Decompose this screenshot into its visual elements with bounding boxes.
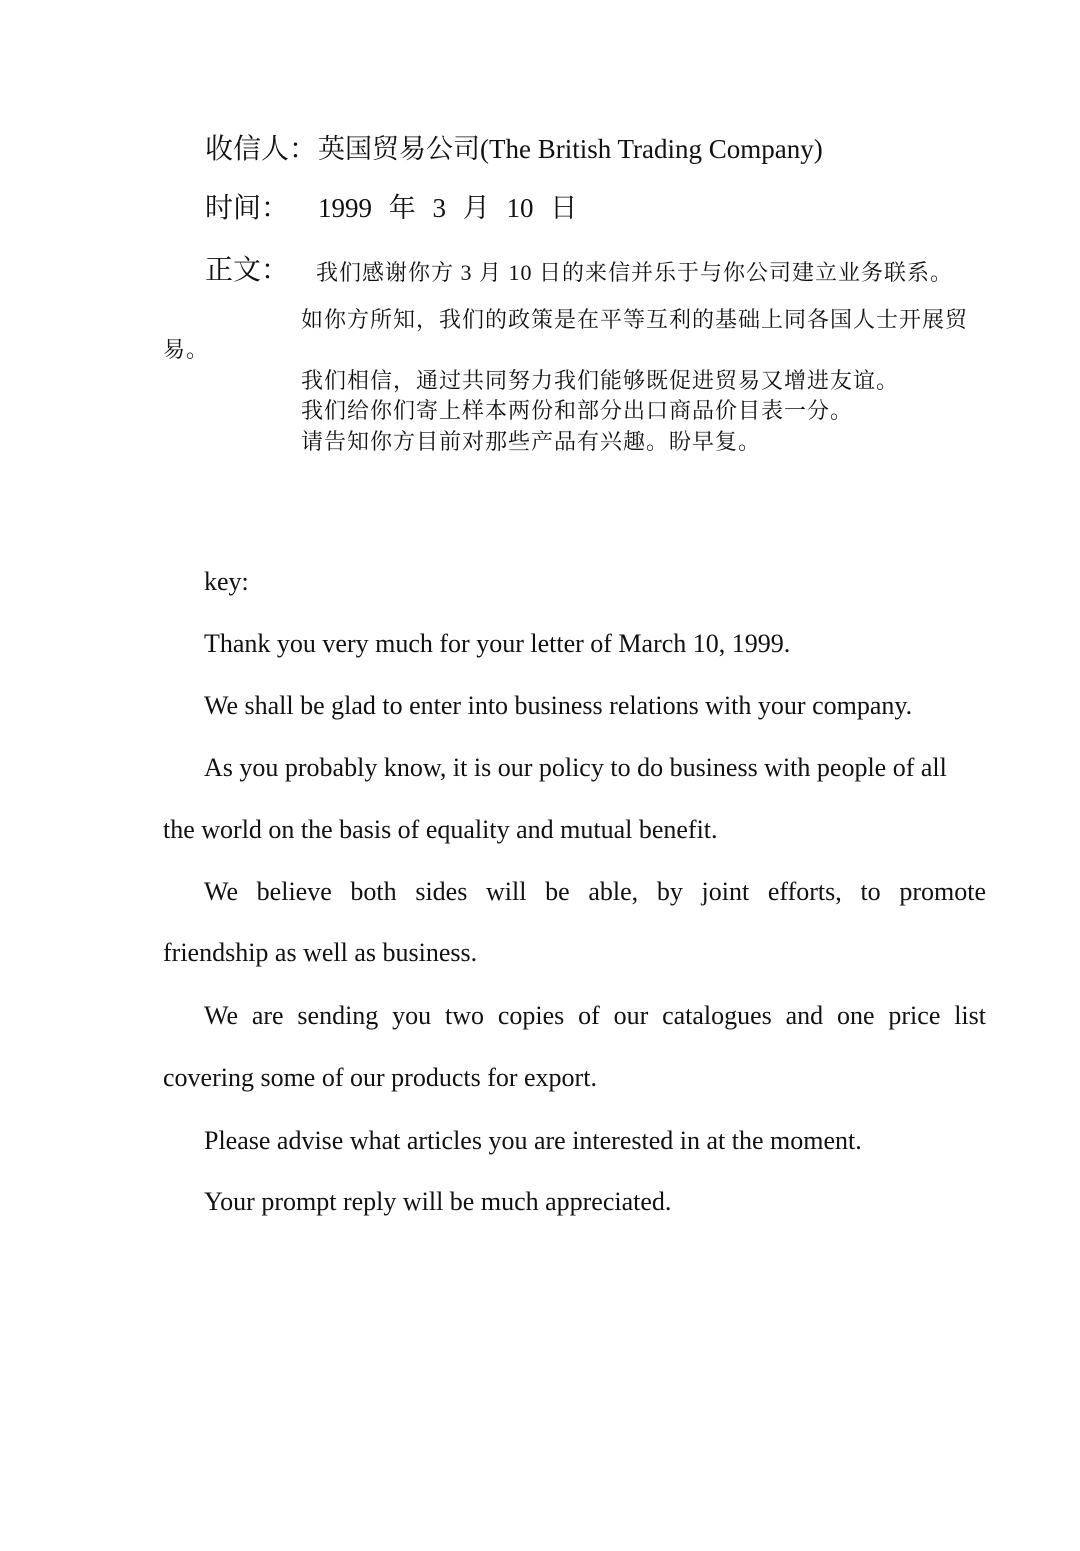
key-line: covering some of our products for export.	[163, 1063, 597, 1092]
chinese-line: 请告知你方目前对那些产品有兴趣。盼早复。	[301, 429, 762, 454]
key-line: We believe both sides will be able, by joint efforts, to promote	[204, 877, 986, 906]
body-label: 正文：	[205, 255, 290, 286]
key-line: friendship as well as business.	[163, 938, 478, 967]
chinese-line: 如你方所知，我们的政策是在平等互利的基础上同各国人士开展贸	[301, 307, 969, 332]
date-row	[0, 195, 1080, 229]
key-line: Thank you very much for your letter of March 10, 1999.	[204, 629, 791, 658]
chinese-line: 易。	[163, 337, 210, 362]
key-line: the world on the basis of equality and mutual benefit.	[163, 815, 718, 844]
key-line: We shall be glad to enter into business relations with your company.	[204, 691, 913, 720]
key-label: key:	[204, 567, 249, 596]
key-line: As you probably know, it is our policy to do business with people of all	[204, 753, 947, 782]
recipient-row	[0, 136, 1080, 170]
key-line: Please advise what articles you are interested in at the moment.	[204, 1126, 862, 1155]
recipient-label: 收信人：	[205, 134, 318, 165]
key-line: Your prompt reply will be much appreciated.	[204, 1187, 672, 1216]
date-value: 1999 年 3 月 10 日	[318, 193, 578, 223]
date-label: 时间：	[205, 193, 290, 224]
chinese-line: 我们感谢你方 3 月 10 日的来信并乐于与你公司建立业务联系。	[316, 260, 954, 285]
key-line: We are sending you two copies of our catalogues and one price list	[204, 1001, 986, 1030]
chinese-line: 我们给你们寄上样本两份和部分出口商品价目表一分。	[301, 398, 854, 423]
recipient-value: 英国贸易公司(The British Trading Company)	[318, 134, 823, 164]
chinese-line: 我们相信，通过共同努力我们能够既促进贸易又增进友谊。	[301, 368, 900, 393]
